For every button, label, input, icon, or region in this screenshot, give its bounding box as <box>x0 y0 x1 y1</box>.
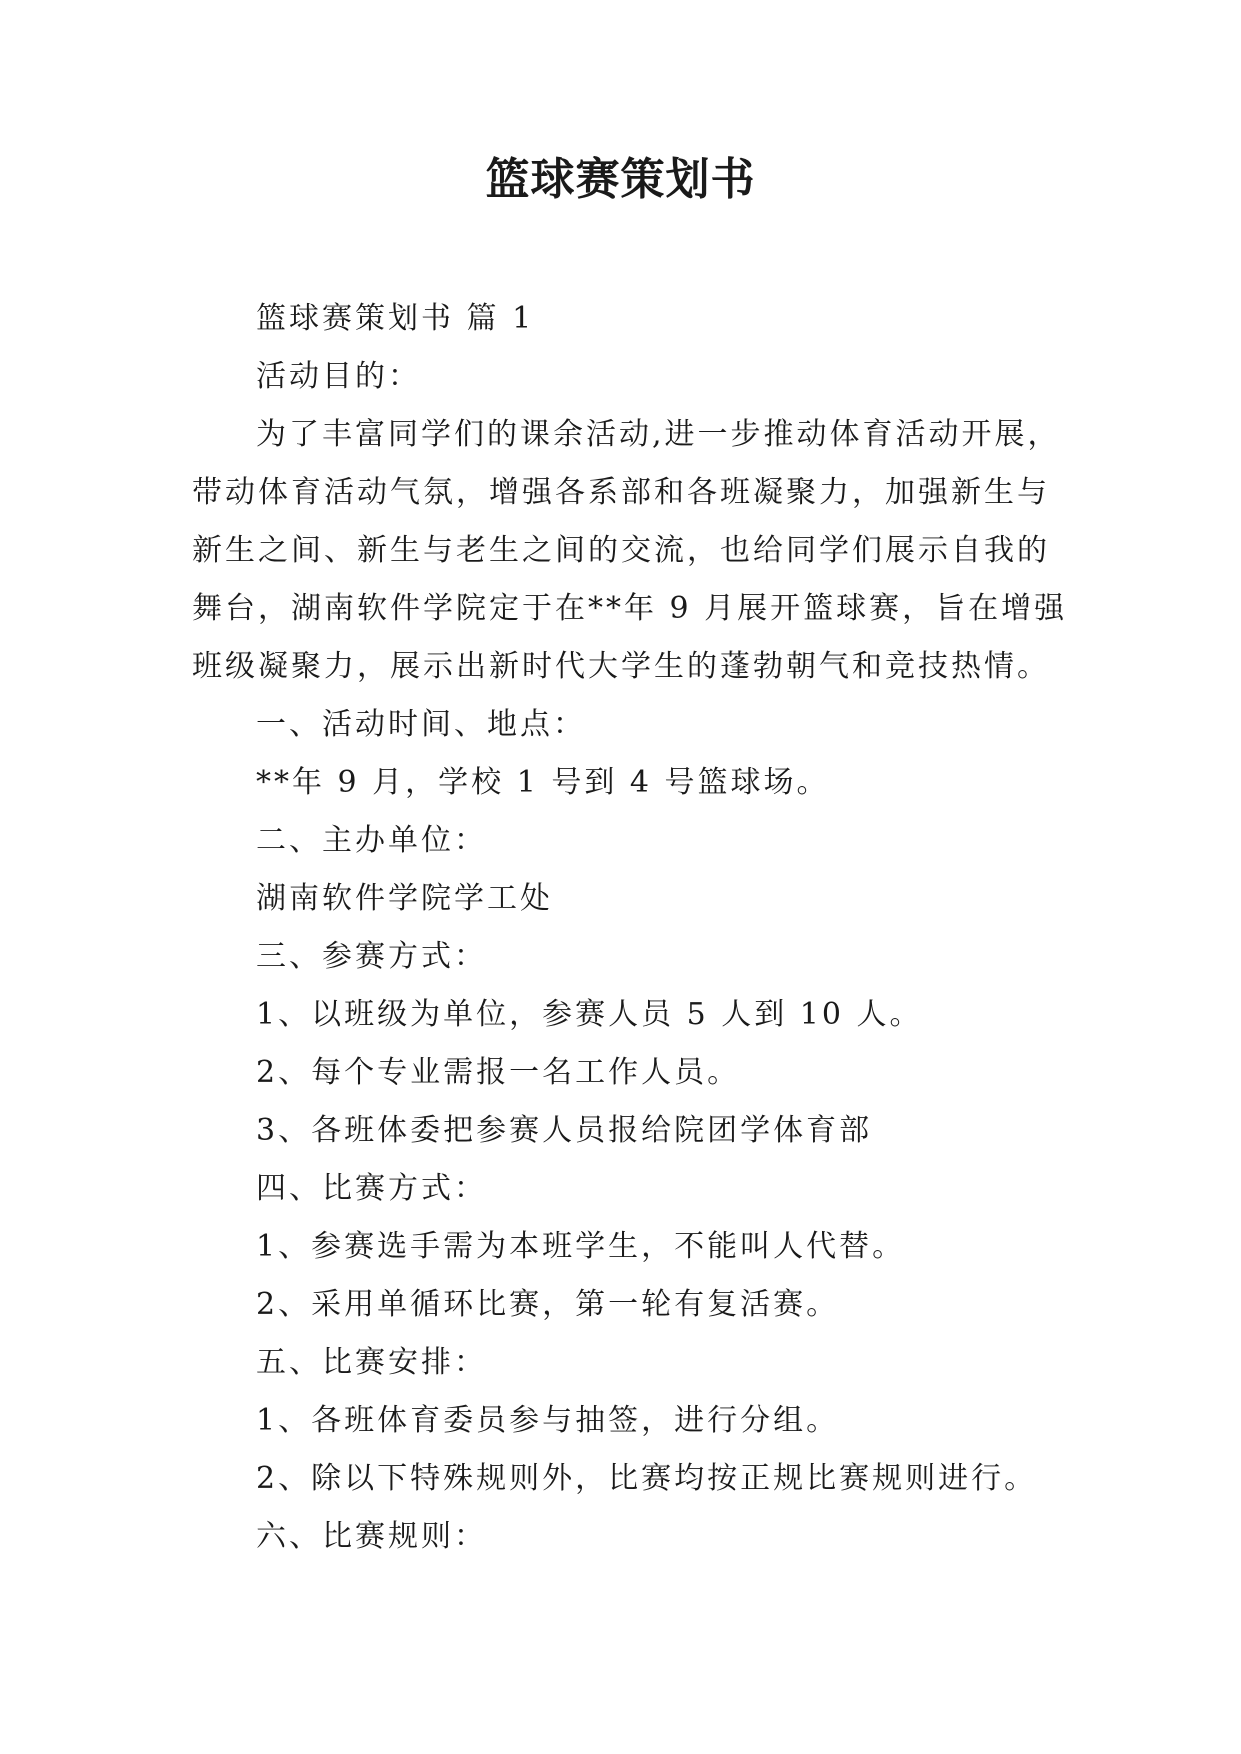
list-item: 1、以班级为单位，参赛人员 5 人到 10 人。 <box>256 997 923 1032</box>
paragraph-line: 班级凝聚力，展示出新时代大学生的蓬勃朝气和竞技热情。 <box>192 649 1050 684</box>
section-heading: 一、活动时间、地点： <box>256 707 586 742</box>
list-item: 2、除以下特殊规则外，比赛均按正规比赛规则进行。 <box>256 1461 1038 1496</box>
paragraph-line: 活动目的： <box>256 359 421 394</box>
paragraph-line: 为了丰富同学们的课余活动,进一步推动体育活动开展， <box>256 417 1061 452</box>
section-heading: 二、主办单位： <box>256 823 487 858</box>
list-item: 1、各班体育委员参与抽签，进行分组。 <box>256 1403 840 1438</box>
document-title: 篮球赛策划书 <box>485 154 756 205</box>
section-heading: 五、比赛安排： <box>256 1345 487 1380</box>
section-heading: 篮球赛策划书 篇 1 <box>256 301 535 336</box>
document-body <box>192 290 1072 1566</box>
list-item: 2、每个专业需报一名工作人员。 <box>256 1055 741 1090</box>
list-item: 2、采用单循环比赛，第一轮有复活赛。 <box>256 1287 840 1322</box>
paragraph-line: 湖南软件学院学工处 <box>256 881 553 916</box>
paragraph-line: 舞台，湖南软件学院定于在**年 9 月展开篮球赛，旨在增强 <box>192 591 1068 626</box>
list-item: 3、各班体委把参赛人员报给院团学体育部 <box>256 1113 873 1148</box>
list-item: 1、参赛选手需为本班学生，不能叫人代替。 <box>256 1229 906 1264</box>
paragraph-line: **年 9 月，学校 1 号到 4 号篮球场。 <box>256 765 830 800</box>
paragraph-line: 带动体育活动气氛，增强各系部和各班凝聚力，加强新生与 <box>192 475 1050 510</box>
section-heading: 四、比赛方式： <box>256 1171 487 1206</box>
paragraph-line: 新生之间、新生与老生之间的交流，也给同学们展示自我的 <box>192 533 1050 568</box>
section-heading: 三、参赛方式： <box>256 939 487 974</box>
section-heading: 六、比赛规则： <box>256 1519 487 1554</box>
